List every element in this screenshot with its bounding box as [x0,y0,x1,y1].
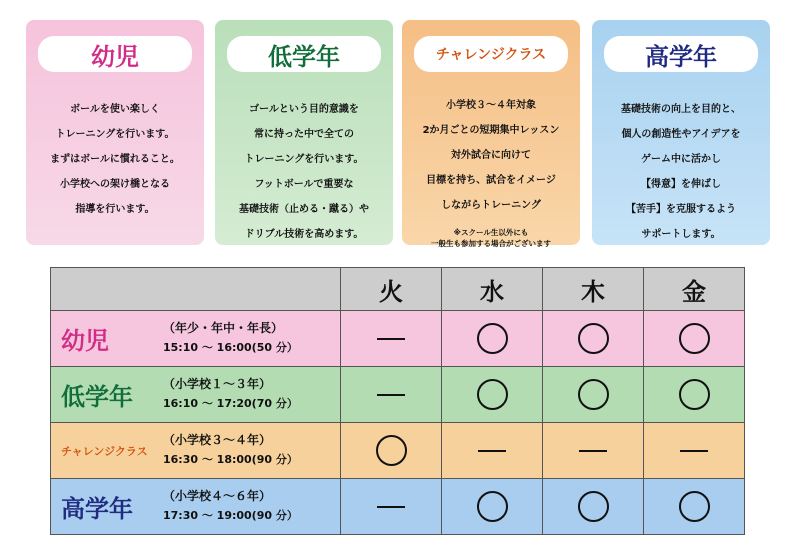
header-blank [51,268,341,311]
schedule-mark [442,423,543,479]
card-line: 常に持った中で全ての [254,129,354,140]
card-line: 【苦手】を克服するよう [626,204,736,215]
class-name: 幼児 [61,327,109,355]
card-line: フットボールで重要な [254,179,354,190]
card-line: 指導を行います。 [75,204,155,215]
class-time: 16:10 ～ 17:20(70 分） [163,397,298,410]
table-row [51,311,745,367]
schedule-mark [442,479,543,535]
day-header: 水 [442,268,543,311]
card-description [406,93,576,218]
card-description [596,97,766,247]
card-line: 基礎技術の向上を目的と、 [621,104,741,115]
card-line: ゴールという目的意識を [249,104,359,115]
dash-mark [377,338,405,340]
card-line: ゲーム中に活かし [641,154,721,165]
card-line: 目標を持ち、試合をイメージ [426,175,556,186]
class-name: 低学年 [61,383,133,411]
header-row [51,268,745,311]
class-time: 16:30 ～ 18:00(90 分） [163,453,298,466]
circle-mark [477,323,508,354]
card-title: 低学年 [227,36,381,72]
class-cell [51,311,341,367]
dash-mark [377,506,405,508]
schedule-mark [341,479,442,535]
card-line: まずはボールに慣れること。 [50,154,180,165]
dash-mark [478,450,506,452]
card-lower-grade [215,20,393,245]
circle-mark [578,379,609,410]
table-row [51,423,745,479]
day-header: 金 [644,268,745,311]
day-header: 火 [341,268,442,311]
card-line: 【得意】を伸ばし [641,179,721,190]
card-line: トレーニングを行います。 [244,154,364,165]
schedule-mark [442,367,543,423]
class-info [163,375,298,413]
class-cell [51,479,341,535]
schedule-mark [644,479,745,535]
card-title: チャレンジクラス [414,36,568,72]
circle-mark [477,491,508,522]
class-grade: （年少・年中・年長） [163,321,284,335]
schedule-mark [644,423,745,479]
card-line: サポートします。 [641,229,721,240]
note-line: ※スクール生以外にも [453,228,529,237]
class-time: 17:30 ～ 19:00(90 分） [163,509,298,522]
card-line: トレーニングを行います。 [55,129,175,140]
card-challenge-class [402,20,580,248]
schedule-mark [341,311,442,367]
card-upper-grade [592,20,770,245]
schedule-mark [543,479,644,535]
schedule-mark [341,423,442,479]
card-line: ボールを使い楽しく [70,104,160,115]
card-line: 2か月ごとの短期集中レッスン [422,125,560,136]
class-grade: （小学校１～３年） [163,377,272,391]
schedule-table [50,267,745,535]
dash-mark [680,450,708,452]
circle-mark [578,491,609,522]
day-header: 木 [543,268,644,311]
class-name: 高学年 [61,495,133,523]
table-row [51,367,745,423]
class-info [163,431,298,469]
card-line: 小学校への架け橋となる [60,179,170,190]
card-title: 幼児 [38,36,192,72]
class-cell [51,367,341,423]
class-info [163,319,298,357]
schedule-mark [442,311,543,367]
class-time: 15:10 ～ 16:00(50 分） [163,341,298,354]
dash-mark [377,394,405,396]
circle-mark [679,379,710,410]
card-line: しながらトレーニング [441,200,541,211]
card-title: 高学年 [604,36,758,72]
class-cell [51,423,341,479]
circle-mark [578,323,609,354]
circle-mark [679,491,710,522]
dash-mark [579,450,607,452]
class-grade: （小学校３～４年） [163,433,272,447]
note-line: 一般生も参加する場合がございます [431,239,551,248]
table-row [51,479,745,535]
schedule-mark [543,311,644,367]
schedule-mark [644,311,745,367]
card-line: 基礎技術（止める・蹴る）や [239,204,369,215]
circle-mark [679,323,710,354]
card-line: ドリブル技術を高めます。 [244,229,364,240]
card-description [30,97,200,222]
card-line: 個人の創造性やアイデアを [621,129,741,140]
schedule-mark [543,367,644,423]
schedule-mark [341,367,442,423]
card-description [219,97,389,247]
schedule-mark [644,367,745,423]
card-line: 対外試合に向けて [451,150,531,161]
card-infant [26,20,204,245]
card-line: 小学校３～４年対象 [446,100,536,111]
schedule-mark [543,423,644,479]
class-info [163,487,298,525]
card-note [406,227,576,249]
circle-mark [376,435,407,466]
class-name: チャレンジクラス [61,444,148,458]
class-grade: （小学校４～６年） [163,489,272,503]
circle-mark [477,379,508,410]
